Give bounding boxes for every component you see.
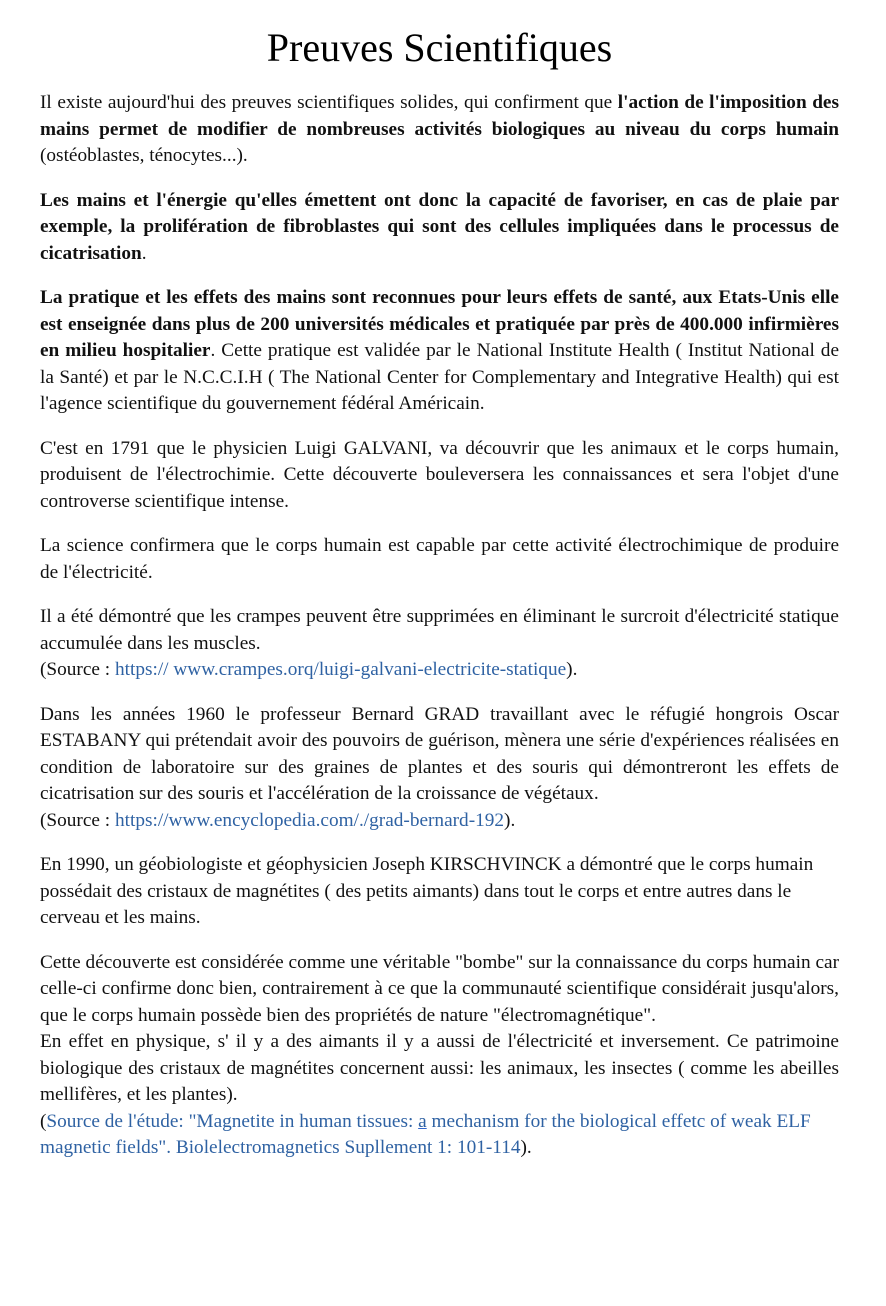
paragraph-usa-practice [40,285,839,418]
paragraph-text: Il existe aujourd'hui des preuves scientifiques solides, qui confirment que [40,92,618,113]
paragraph-text: Cette découverte est considérée comme une véritable "bombe" sur la connaissance du corps humain car celle-ci confirme donc bien, contrairement à ce que la communauté scientifique considérait jusqu'alors, que le corps humain possède bien des propriétés de nature "électromagnétique". [40,951,839,1026]
source-line [40,1109,839,1162]
paragraph-grad [40,702,839,835]
source-prefix: (Source : [40,659,115,680]
paragraph-text: . Cette pratique est validée par le National Institute Health ( Institut National de la Santé) et par le N.C.C.I.H ( The National Center for Complementary and Integrative Health) qui est l'agence scientifique du gouvernement fédéral Américain. [40,340,839,414]
paragraph-text: (ostéoblastes, ténocytes...). [40,145,248,166]
paragraph-hands-energy [40,188,839,268]
paragraph-kirschvinck [40,852,839,932]
source-link-crampes[interactable]: https:// www.crampes.orq/luigi-galvani-electricite-statique [114,659,567,680]
source-link-encyclopedia[interactable]: https://www.encyclopedia.com/./grad-bernard-192 [114,809,505,831]
paragraph-bold-text: Les mains et l'énergie qu'elles émettent ont donc la capacité de favoriser, en cas de plaie par exemple, la prolifération de fibroblastes qui sont des cellules impliquées dans le processus de cicatrisation [40,189,839,264]
paragraph-magnetite [40,950,839,1162]
paragraph-bold-text: La pratique et les effets des mains sont reconnues pour leurs effets de santé, aux Etats-Unis elle est enseignée dans plus de 200 universités médicales et pratiquée par près de 400.000 infirmières en milieu hospitalier [40,287,839,361]
paragraph-text: En 1990, un géobiologiste et géophysicien Joseph KIRSCHVINCK a démontré que le corps humain possédait des cristaux de magnétites ( des petits aimants) dans tout le corps et entre autres dans le cerveau et les mains. [40,854,814,928]
paragraph-bold-text: l'action de l'imposition des mains permet de modifier de nombreuses activités biologiques au niveau du corps humain [40,92,839,140]
source-line [40,808,839,835]
source-link-text: Source de l'étude: "Magnetite in human tissues: [46,1110,419,1132]
source-close: ). [520,1137,532,1158]
page-title: Preuves Scientifiques [266,25,613,70]
source-line [40,657,839,684]
source-open: ( [40,1110,47,1132]
source-suffix: ). [504,809,516,831]
source-link-magnetite-study[interactable] [40,1111,811,1159]
paragraph-galvani [40,436,839,516]
source-suffix: ). [566,659,578,680]
paragraph-cramps [40,604,839,684]
source-prefix: (Source : [40,809,115,831]
source-link-underlined: a [418,1110,427,1132]
paragraph-text: En effet en physique, s' il y a des aimants il y a aussi de l'électricité et inversement. Ce patrimoine biologique des cristaux de magnétites concernent aussi: les animaux, les insectes ( comme les abeilles mellifères, et les plantes). [40,1031,839,1105]
paragraph-text: . [141,242,147,264]
paragraph-text: Il a été démontré que les crampes peuvent être supprimées en éliminant le surcroit d'électricité statique accumulée dans les muscles. [40,606,839,654]
paragraph-intro [40,90,839,170]
paragraph-text: C'est en 1791 que le physicien Luigi GALVANI, va découvrir que les animaux et le corps humain, produisent de l'électrochimie. Cette découverte bouleversera les connaissances et sera l'objet d'une controverse scientifique intense. [40,437,839,512]
paragraph-science-confirms [40,533,839,586]
paragraph-text: La science confirmera que le corps humain est capable par cette activité électrochimique de produire de l'électricité. [40,535,839,583]
paragraph-text: Dans les années 1960 le professeur Bernard GRAD travaillant avec le réfugié hongrois Oscar ESTABANY qui prétendait avoir des pouvoirs de guérison, mènera une série d'expériences réalisées en condition de laboratoire sur des graines de plantes et des souris qui démontreront les effets de cicatrisation sur des souris et l'accélération de la croissance de végétaux. [40,703,839,804]
source-link-text: mechanism for the biological effetc of weak ELF magnetic fields". Biolelectromagnetics Supllement 1: 101-114 [40,1110,811,1158]
